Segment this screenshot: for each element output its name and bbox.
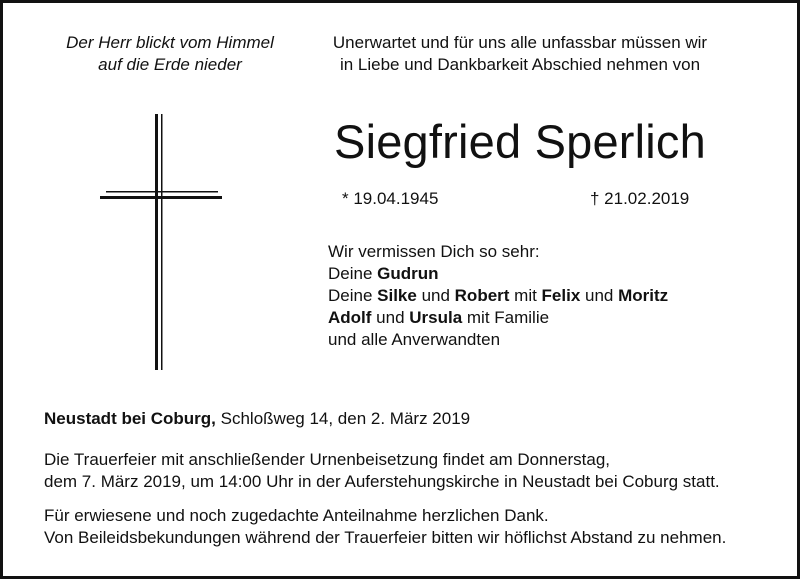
place-date-line (44, 408, 470, 430)
mourner-name: Ursula (409, 308, 463, 327)
birth-date: * 19.04.1945 (342, 189, 439, 208)
cross-icon (100, 114, 222, 370)
thanks-line-2: Von Beileidsbekundungen während der Trauerfeier bitten wir höflichst Abstand zu nehmen. (44, 528, 727, 547)
mourner-name: Robert (454, 286, 510, 305)
death-date: † 21.02.2019 (590, 189, 690, 208)
funeral-line-2: dem 7. März 2019, um 14:00 Uhr in der Auferstehungskirche in Neustadt bei Coburg statt. (44, 472, 720, 491)
deceased-name: Siegfried Sperlich (334, 115, 706, 168)
mourners-heading: Wir vermissen Dich so sehr: (328, 242, 540, 261)
text-fragment: Deine (328, 264, 378, 283)
town-name: Neustadt bei Coburg, (44, 409, 216, 428)
text-fragment: und (416, 286, 455, 305)
mourner-name: Moritz (618, 286, 669, 305)
mourners-list (328, 241, 668, 351)
mourners-line-4: und alle Anverwandten (328, 330, 501, 349)
mourner-name: Adolf (328, 308, 372, 327)
funeral-info (44, 449, 784, 493)
thanks-info (44, 505, 784, 549)
text-fragment: und (580, 286, 619, 305)
mourner-name: Gudrun (377, 264, 439, 283)
intro-line-2: in Liebe und Dankbarkeit Abschied nehmen von (339, 55, 701, 74)
funeral-line-1: Die Trauerfeier mit anschließender Urnenbeisetzung findet am Donnerstag, (44, 450, 611, 469)
text-fragment: mit (509, 286, 542, 305)
quote-line-2: auf die Erde nieder (98, 55, 242, 74)
mourners-line-3 (328, 307, 668, 329)
mourner-name: Felix (541, 286, 581, 305)
address-date: Schloßweg 14, den 2. März 2019 (215, 409, 471, 428)
intro-text (300, 32, 740, 76)
text-fragment: und (371, 308, 410, 327)
mourner-name: Silke (377, 286, 417, 305)
quote-line-1: Der Herr blickt vom Himmel (66, 33, 274, 52)
bible-quote (40, 32, 300, 76)
thanks-line-1: Für erwiesene und noch zugedachte Anteilnahme herzlichen Dank. (44, 506, 549, 525)
mourners-line-2 (328, 285, 668, 307)
mourners-line-1 (328, 263, 668, 285)
text-fragment: Deine (328, 286, 378, 305)
text-fragment: mit Familie (462, 308, 550, 327)
intro-line-1: Unerwartet und für uns alle unfassbar müssen wir (332, 33, 708, 52)
